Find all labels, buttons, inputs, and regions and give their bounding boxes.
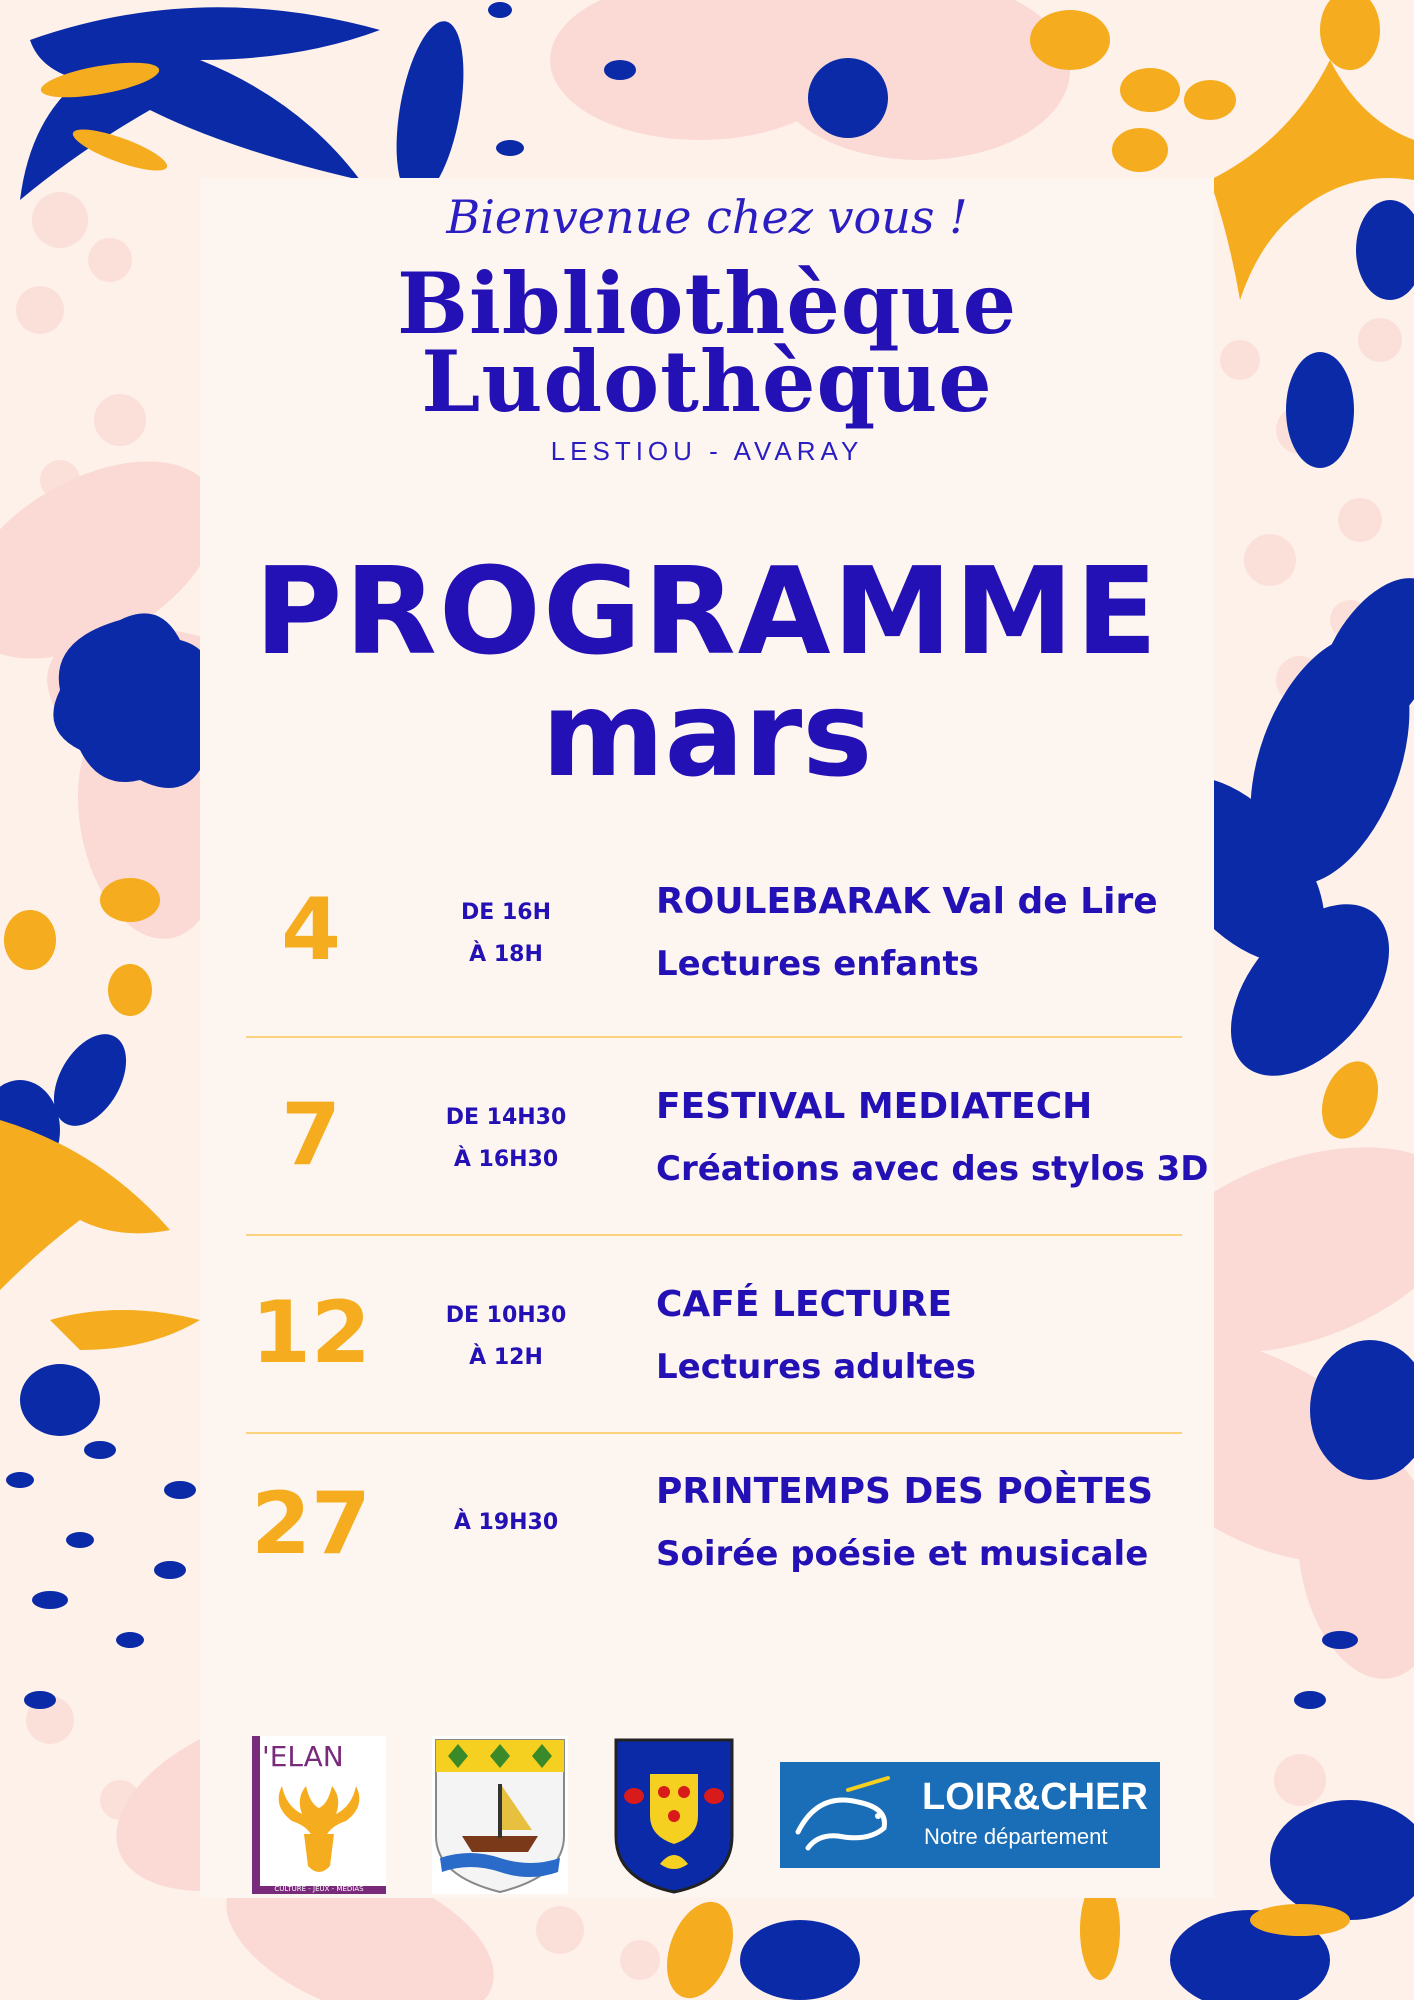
event-day: 27 xyxy=(251,1474,371,1574)
event-name: CAFÉ LECTURE xyxy=(656,1284,953,1325)
event-description: Lectures adultes xyxy=(656,1347,976,1387)
event-day: 12 xyxy=(251,1283,371,1383)
event-day: 4 xyxy=(281,880,341,980)
elan-caption: CULTURE - JEUX - MÉDIAS xyxy=(274,1885,364,1893)
elan-logo xyxy=(252,1736,386,1894)
event-divider xyxy=(246,1234,1182,1236)
location-label: LESTIOU - AVARAY xyxy=(550,436,864,466)
event-time xyxy=(416,1097,596,1181)
event-description: Créations avec des stylos 3D xyxy=(656,1149,1209,1189)
event-time xyxy=(416,1295,596,1379)
loir-et-cher-subtitle: Notre département xyxy=(924,1824,1108,1849)
event-description: Lectures enfants xyxy=(656,944,979,984)
event-time-start: DE 10H30 xyxy=(445,1303,567,1328)
event-time xyxy=(416,892,596,976)
event-divider xyxy=(246,1036,1182,1038)
loir-et-cher-logo xyxy=(780,1762,1160,1868)
event-item xyxy=(246,1460,1182,1620)
program-month: mars xyxy=(541,665,873,803)
avaray-coat-of-arms xyxy=(612,1736,736,1896)
event-time-end: À 12H xyxy=(469,1345,543,1370)
event-time-end: À 16H30 xyxy=(453,1147,559,1172)
event-name: FESTIVAL MEDIATECH xyxy=(656,1086,1093,1127)
event-description: Soirée poésie et musicale xyxy=(656,1534,1149,1574)
event-divider xyxy=(246,1432,1182,1434)
loir-et-cher-title: LOIR&CHER xyxy=(922,1776,1148,1818)
event-item xyxy=(246,870,1182,1030)
event-item xyxy=(246,1273,1182,1433)
event-time-start: DE 14H30 xyxy=(445,1105,567,1130)
event-time-start: À 19H30 xyxy=(453,1510,559,1535)
salamander-icon xyxy=(788,1772,898,1858)
event-item xyxy=(246,1075,1209,1235)
game-library-title: Ludothèque xyxy=(421,332,993,431)
event-time xyxy=(416,1502,596,1544)
welcome-tagline: Bienvenue chez vous ! xyxy=(446,190,968,244)
event-time-end: À 18H xyxy=(469,942,543,967)
event-name: PRINTEMPS DES POÈTES xyxy=(656,1471,1154,1512)
event-day: 7 xyxy=(281,1085,341,1185)
event-name: ROULEBARAK Val de Lire xyxy=(656,881,1158,922)
lestiou-coat-of-arms xyxy=(432,1736,568,1894)
event-time-start: DE 16H xyxy=(461,900,551,925)
elan-text: 'ELAN xyxy=(262,1740,344,1773)
library-title: Bibliothèque xyxy=(396,254,1018,353)
program-heading: PROGRAMME xyxy=(254,543,1160,682)
